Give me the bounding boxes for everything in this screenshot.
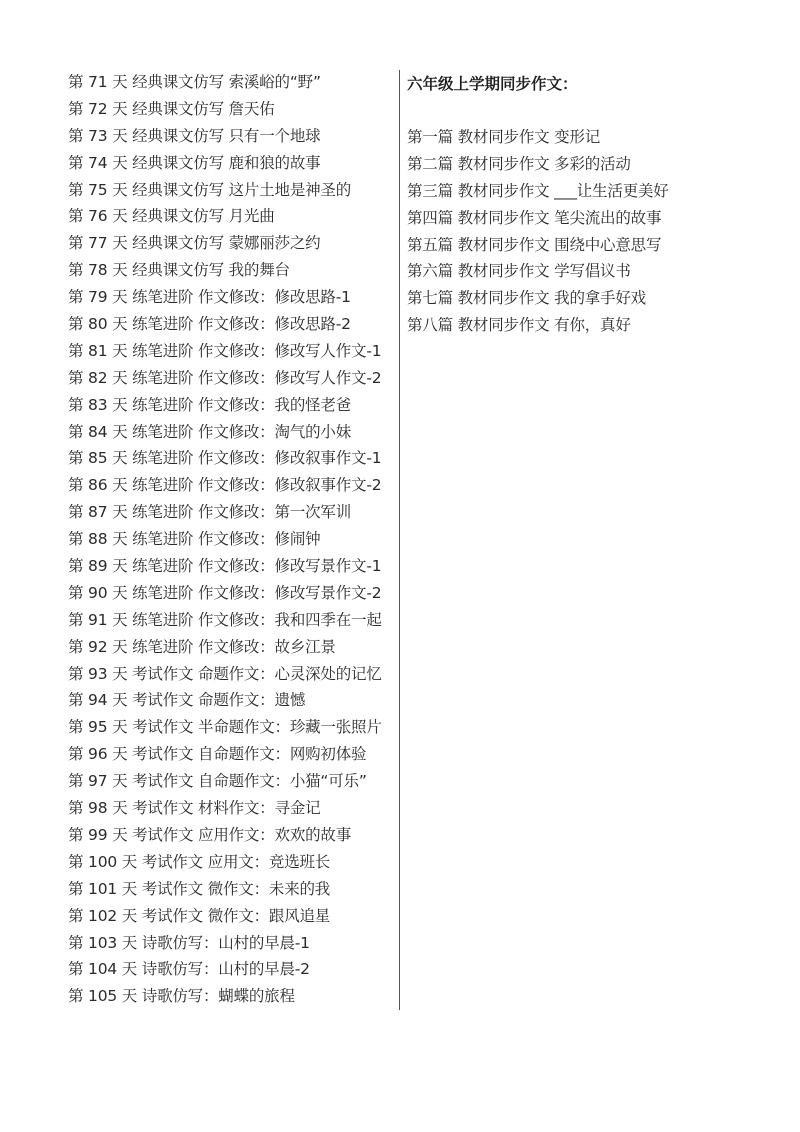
left-list-item: 第 96 天 考试作文 自命题作文：网购初体验 — [68, 745, 367, 764]
left-list-item: 第 75 天 经典课文仿写 这片土地是神圣的 — [68, 180, 352, 199]
left-list-item: 第 86 天 练笔进阶 作文修改：修改叙事作文-2 — [68, 476, 382, 495]
right-list-item: 第五篇 教材同步作文 围绕中心意思写 — [407, 235, 662, 254]
right-list-item: 第二篇 教材同步作文 多彩的活动 — [407, 154, 631, 173]
left-list-item: 第 103 天 诗歌仿写：山村的早晨-1 — [68, 933, 310, 952]
left-list-item: 第 79 天 练笔进阶 作文修改：修改思路-1 — [68, 288, 351, 307]
right-list-item: 第六篇 教材同步作文 学写倡议书 — [407, 262, 631, 281]
left-list-item: 第 87 天 练笔进阶 作文修改：第一次军训 — [68, 503, 352, 522]
right-list-item: 第七篇 教材同步作文 我的拿手好戏 — [407, 289, 646, 308]
left-list-item: 第 92 天 练笔进阶 作文修改：故乡江景 — [68, 637, 336, 656]
left-list-item: 第 94 天 考试作文 命题作文：遗憾 — [68, 691, 306, 710]
right-contents-list — [407, 69, 787, 339]
left-list-item: 第 80 天 练笔进阶 作文修改：修改思路-2 — [68, 315, 351, 334]
left-list-item: 第 72 天 经典课文仿写 詹天佑 — [68, 99, 275, 118]
right-list-item: 第八篇 教材同步作文 有你，真好 — [407, 316, 631, 335]
left-list-item: 第 99 天 考试作文 应用作文：欢欢的故事 — [68, 825, 352, 844]
column-divider — [399, 70, 400, 1010]
left-contents-list — [68, 69, 393, 1010]
left-list-item: 第 83 天 练笔进阶 作文修改：我的怪老爸 — [68, 395, 352, 414]
left-list-item: 第 98 天 考试作文 材料作文：寻金记 — [68, 799, 321, 818]
section-title: 六年级上学期同步作文： — [407, 75, 578, 93]
left-list-item: 第 78 天 经典课文仿写 我的舞台 — [68, 261, 290, 280]
left-list-item: 第 76 天 经典课文仿写 月光曲 — [68, 207, 275, 226]
right-list-item: 第四篇 教材同步作文 笔尖流出的故事 — [407, 208, 662, 227]
left-list-item: 第 73 天 经典课文仿写 只有一个地球 — [68, 126, 321, 145]
left-list-item: 第 104 天 诗歌仿写：山村的早晨-2 — [68, 960, 310, 979]
left-list-item: 第 81 天 练笔进阶 作文修改：修改写人作文-1 — [68, 341, 382, 360]
left-list-item: 第 85 天 练笔进阶 作文修改：修改叙事作文-1 — [68, 449, 382, 468]
left-list-item: 第 93 天 考试作文 命题作文：心灵深处的记忆 — [68, 664, 382, 683]
right-items-list — [407, 124, 787, 339]
left-list-item: 第 91 天 练笔进阶 作文修改：我和四季在一起 — [68, 610, 382, 629]
left-list-item: 第 95 天 考试作文 半命题作文：珍藏一张照片 — [68, 718, 382, 737]
right-list-item: 第一篇 教材同步作文 变形记 — [407, 128, 601, 146]
left-list-item: 第 90 天 练笔进阶 作文修改：修改写景作文-2 — [68, 583, 382, 602]
left-list-item: 第 105 天 诗歌仿写：蝴蝶的旅程 — [68, 987, 295, 1006]
left-list-item: 第 88 天 练笔进阶 作文修改：修闹钟 — [68, 530, 321, 549]
left-list-item: 第 71 天 经典课文仿写 索溪峪的“野” — [68, 73, 321, 91]
left-list-item: 第 74 天 经典课文仿写 鹿和狼的故事 — [68, 153, 321, 172]
left-list-item: 第 77 天 经典课文仿写 蒙娜丽莎之约 — [68, 234, 321, 253]
left-list-item: 第 102 天 考试作文 微作文：跟风追星 — [68, 906, 331, 925]
right-list-item: 第三篇 教材同步作文 ___让生活更美好 — [407, 181, 669, 200]
left-list-item: 第 89 天 练笔进阶 作文修改：修改写景作文-1 — [68, 557, 382, 576]
left-list-item: 第 84 天 练笔进阶 作文修改：淘气的小妹 — [68, 422, 352, 441]
left-list-item: 第 101 天 考试作文 微作文：未来的我 — [68, 879, 331, 898]
left-list-item: 第 82 天 练笔进阶 作文修改：修改写人作文-2 — [68, 368, 382, 387]
left-list-item: 第 100 天 考试作文 应用文：竞选班长 — [68, 852, 331, 871]
left-list-item: 第 97 天 考试作文 自命题作文：小猫“可乐” — [68, 772, 367, 791]
